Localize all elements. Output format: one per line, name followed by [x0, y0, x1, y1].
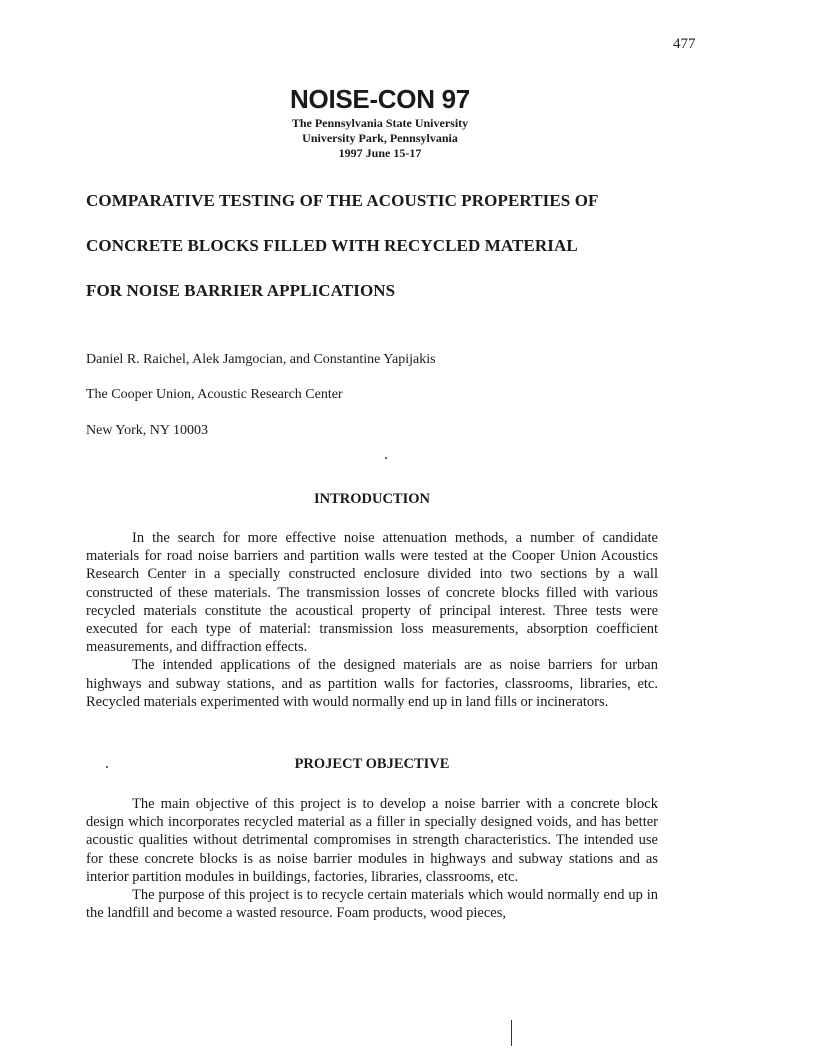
- conference-venue: The Pennsylvania State University: [291, 116, 469, 130]
- introduction-paragraph-2: The intended applications of the designed materials are as noise barriers for urban highways and subway stations, and as partition walls for factories, classrooms, libraries, etc. Recycled materials experimented with would normally end up in land fills or incinerators.: [86, 657, 658, 710]
- introduction-heading: INTRODUCTION: [313, 491, 430, 507]
- scan-artifact-line: [511, 1020, 512, 1046]
- conference-date: 1997 June 15-17: [338, 146, 422, 160]
- paper-title-line-1: COMPARATIVE TESTING OF THE ACOUSTIC PROPERTIES OF: [86, 191, 599, 210]
- project-objective-paragraph-2: The purpose of this project is to recycle certain materials which would normally end up in the landfill and become a wasted resource. Foam products, wood pieces,: [86, 887, 658, 922]
- project-objective-heading: PROJECT OBJECTIVE: [294, 756, 450, 772]
- scan-artifact-dot: [385, 457, 387, 459]
- paper-title-line-3: FOR NOISE BARRIER APPLICATIONS: [86, 281, 396, 300]
- scan-artifact-dot: [106, 766, 108, 768]
- page-number: 477: [673, 36, 696, 52]
- introduction-paragraph-1: In the search for more effective noise attenuation methods, a number of candidate materials for road noise barriers and partition walls were tested at the Cooper Union Acoustics Research Center in a specially constructed enclosure divided into two sections by a wall constructed of these materials. The transmission losses of concrete blocks filled with various recycled materials constitute the acoustical property of principal interest. Three tests were executed for each type of material: transmission loss measurements, absorption coefficient measurements, and diffraction effects.: [86, 530, 658, 656]
- project-objective-body: [86, 795, 658, 922]
- conference-header: [0, 82, 760, 161]
- paper-title: [86, 178, 726, 313]
- project-objective-paragraph-1: The main objective of this project is to develop a noise barrier with a concrete block design which incorporates recycled material as a filler in specially designed voids, and has better acoustic qualities without detrimental compromises in strength characteristics. The intended use for these concrete blocks is as noise barrier modules in highways and subway stations and as interior partition modules in buildings, factories, libraries, classrooms, etc.: [86, 796, 658, 885]
- paper-title-line-2: CONCRETE BLOCKS FILLED WITH RECYCLED MATERIAL: [86, 236, 578, 255]
- address: New York, NY 10003: [86, 423, 208, 438]
- institution: The Cooper Union, Acoustic Research Center: [86, 387, 343, 402]
- conference-title: NOISE-CON 97: [290, 84, 470, 114]
- authors: Daniel R. Raichel, Alek Jamgocian, and Constantine Yapijakis: [86, 352, 436, 367]
- introduction-body: [86, 529, 658, 711]
- conference-location: University Park, Pennsylvania: [302, 131, 458, 145]
